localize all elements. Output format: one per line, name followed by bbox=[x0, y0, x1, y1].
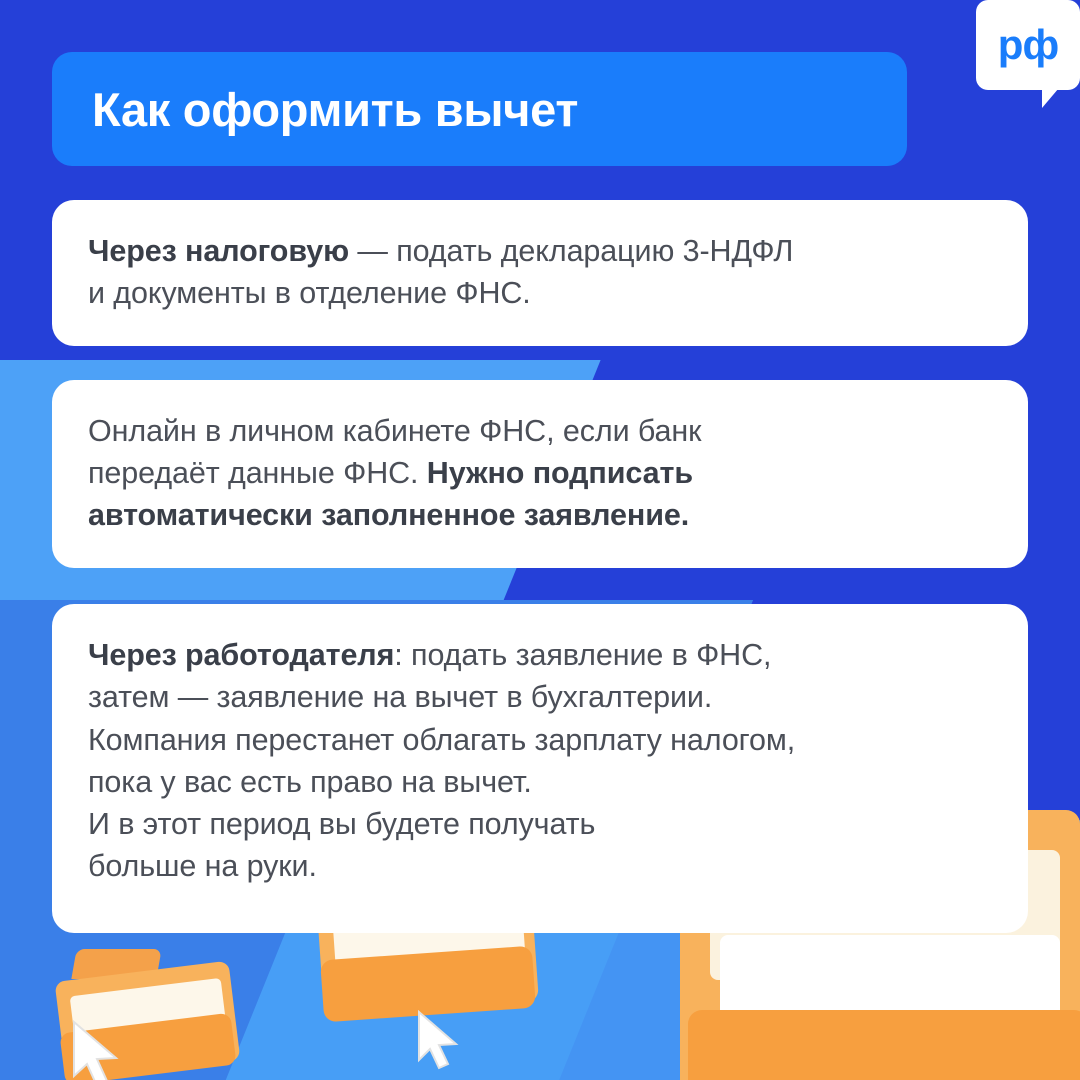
gosuslugi-rf-logo bbox=[976, 0, 1080, 112]
card-online-text bbox=[88, 410, 992, 536]
logo-label: рф bbox=[997, 21, 1059, 68]
card-tax-office-line-1: — подать декларацию 3-НДФЛ bbox=[349, 234, 794, 268]
page-title: Как оформить вычет bbox=[92, 82, 579, 136]
card-employer-line-4: пока у вас есть право на вычет. bbox=[88, 764, 532, 799]
card-employer-line-5: И в этот период вы будете получать bbox=[88, 806, 596, 841]
card-tax-office-line-2: и документы в отделение ФНС. bbox=[88, 276, 531, 311]
card-online bbox=[52, 380, 1028, 568]
card-employer bbox=[52, 604, 1028, 932]
card-employer-lead: Через работодателя bbox=[88, 638, 395, 673]
card-online-emphasis-1: Нужно подписать bbox=[426, 456, 693, 491]
folder-front-panel bbox=[688, 1010, 1080, 1080]
card-online-line-2: передаёт данные ФНС. bbox=[88, 456, 427, 491]
card-online-emphasis-2: автоматически заполненное заявление. bbox=[88, 498, 690, 533]
card-employer-line-2: затем — заявление на вычет в бухгалтерии. bbox=[88, 680, 713, 715]
card-tax-office bbox=[52, 200, 1028, 346]
card-tax-office-lead: Через налоговую bbox=[88, 234, 350, 268]
card-employer-line-1: : подать заявление в ФНС, bbox=[394, 638, 772, 673]
card-employer-line-3: Компания перестанет облагать зарплату налогом, bbox=[88, 722, 796, 757]
page-title-bar bbox=[52, 52, 907, 166]
card-employer-text bbox=[88, 634, 992, 886]
card-tax-office-text bbox=[88, 230, 992, 314]
card-employer-line-6: больше на руки. bbox=[88, 848, 317, 883]
card-online-line-1: Онлайн в личном кабинете ФНС, если банк bbox=[88, 414, 702, 449]
